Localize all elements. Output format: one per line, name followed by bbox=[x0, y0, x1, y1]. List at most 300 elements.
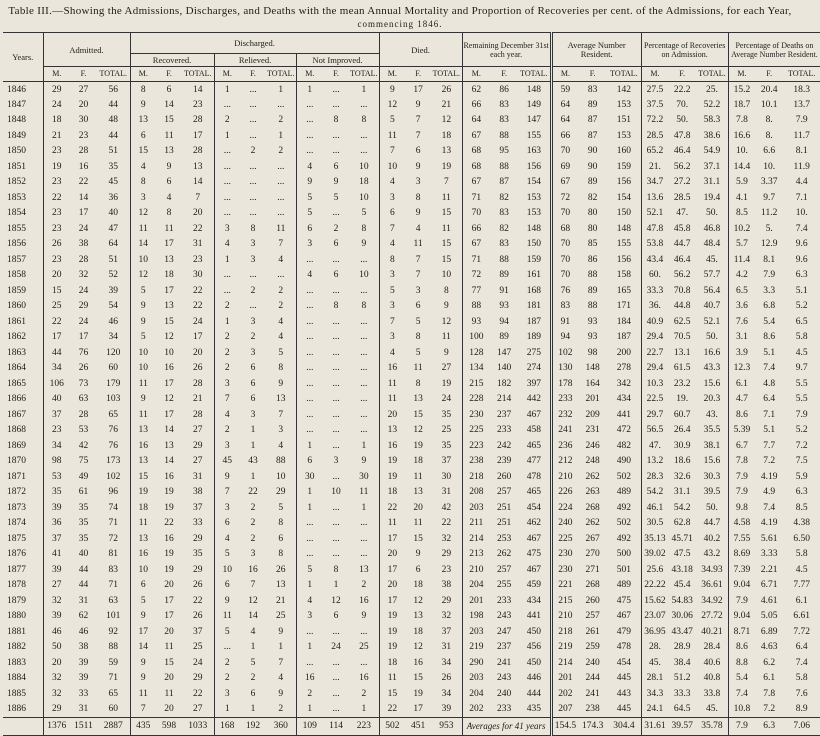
data-cell: 233 bbox=[551, 392, 578, 408]
subheader-f: F. bbox=[668, 67, 696, 82]
data-cell: 262 bbox=[496, 549, 512, 560]
table-row bbox=[3, 702, 820, 718]
data-cell: 3 bbox=[379, 299, 405, 315]
data-cell: 11 bbox=[413, 518, 423, 529]
data-cell: 72 bbox=[551, 190, 578, 206]
data-cell: 155 bbox=[526, 130, 541, 141]
total-cell: 360 bbox=[266, 717, 296, 735]
data-cell: ... bbox=[360, 347, 368, 358]
data-cell: 25.6 bbox=[641, 562, 668, 578]
data-cell: 30.5 bbox=[641, 516, 668, 532]
data-cell: 5 bbox=[333, 192, 339, 203]
data-cell: ... bbox=[332, 394, 340, 405]
data-cell: 17 bbox=[164, 285, 174, 296]
subheader-m: M. bbox=[641, 67, 668, 82]
data-cell: 2 bbox=[250, 518, 256, 529]
data-cell: ... bbox=[214, 159, 240, 175]
data-cell: 1 bbox=[361, 704, 367, 714]
data-cell: 7.4 bbox=[795, 223, 808, 234]
data-cell: 21. bbox=[641, 159, 668, 175]
data-cell: 3 bbox=[296, 609, 323, 625]
data-cell: 67 bbox=[462, 128, 490, 144]
data-cell: 17 bbox=[193, 130, 203, 141]
data-cell: 7.8 bbox=[728, 454, 755, 470]
data-cell: 8 bbox=[361, 223, 367, 234]
data-cell: 18 bbox=[43, 113, 70, 129]
data-cell: 6 bbox=[250, 363, 256, 374]
data-cell: 29.4 bbox=[641, 361, 668, 377]
data-cell: 6.3 bbox=[795, 487, 808, 498]
data-cell: 12.3 bbox=[728, 361, 755, 377]
data-cell: 70 bbox=[551, 206, 578, 222]
data-cell: ... bbox=[332, 440, 340, 451]
data-cell: 63 bbox=[108, 595, 119, 606]
total-cell: 35.78 bbox=[696, 717, 728, 735]
data-cell: 40.2 bbox=[703, 533, 721, 544]
data-cell: 31 bbox=[441, 487, 452, 498]
data-cell: 4.5 bbox=[795, 347, 808, 358]
data-cell: 88 bbox=[499, 161, 509, 172]
data-cell: 8.6 bbox=[763, 332, 776, 343]
data-cell: 88 bbox=[499, 130, 509, 141]
data-cell: ... bbox=[360, 549, 368, 560]
data-cell: 18 bbox=[359, 177, 369, 188]
data-cell: 9 bbox=[333, 177, 339, 188]
data-cell: 4 bbox=[250, 626, 256, 637]
data-cell: 6 bbox=[415, 564, 421, 575]
data-cell: 244 bbox=[585, 673, 600, 684]
data-cell: 16.6 bbox=[703, 347, 721, 358]
data-cell: 150 bbox=[616, 208, 632, 219]
data-cell: 83 bbox=[499, 208, 509, 219]
data-cell: 17 bbox=[43, 330, 70, 346]
data-cell: 7.7 bbox=[763, 440, 776, 451]
data-cell: 29.7 bbox=[641, 407, 668, 423]
data-cell: 29 bbox=[276, 487, 286, 498]
data-cell: 28.1 bbox=[641, 671, 668, 687]
data-cell: 10.1 bbox=[760, 99, 778, 110]
data-cell: 184 bbox=[616, 316, 632, 327]
data-cell: 30.06 bbox=[671, 611, 693, 622]
data-cell: ... bbox=[249, 301, 257, 312]
data-cell: 161 bbox=[526, 270, 541, 281]
data-cell: 19 bbox=[164, 549, 174, 560]
data-cell: 95 bbox=[499, 146, 509, 157]
data-cell: 24 bbox=[78, 316, 89, 327]
data-cell: 8 bbox=[250, 223, 256, 234]
table-row bbox=[3, 624, 820, 640]
header-remaining: Remaining December 31st each year. bbox=[462, 33, 551, 67]
data-cell: ... bbox=[296, 144, 323, 160]
data-cell: 87 bbox=[587, 130, 598, 141]
data-cell: 22 bbox=[193, 301, 203, 312]
data-cell: 89 bbox=[587, 99, 598, 110]
data-cell: 27.5 bbox=[641, 82, 668, 98]
data-cell: 1 bbox=[296, 640, 323, 656]
data-cell: 261 bbox=[585, 626, 600, 637]
data-cell: 17 bbox=[164, 239, 174, 250]
data-cell: 88 bbox=[587, 301, 598, 312]
data-cell: 45. bbox=[705, 704, 718, 714]
data-cell: 2 bbox=[214, 655, 240, 671]
data-cell: 201 bbox=[585, 394, 600, 405]
data-cell: 18.6 bbox=[673, 456, 691, 467]
data-cell: 1 bbox=[214, 314, 240, 330]
data-cell: 274 bbox=[526, 363, 541, 374]
data-cell: 11 bbox=[164, 130, 174, 141]
data-cell: 64 bbox=[551, 113, 578, 129]
data-cell: ... bbox=[296, 655, 323, 671]
data-cell: 5.5 bbox=[795, 394, 808, 405]
data-cell: 68 bbox=[462, 144, 490, 160]
data-cell: 445 bbox=[616, 673, 632, 684]
data-cell: 34 bbox=[441, 688, 452, 699]
data-cell: 20 bbox=[379, 407, 405, 423]
table-row bbox=[3, 593, 820, 609]
data-cell: 50. bbox=[705, 208, 718, 219]
data-cell: ... bbox=[249, 84, 257, 95]
data-cell: ... bbox=[360, 378, 368, 389]
data-cell: 89 bbox=[587, 285, 598, 296]
subheader-total: TOTAL. bbox=[518, 67, 551, 82]
data-cell: 52 bbox=[108, 270, 119, 281]
data-cell: 36.61 bbox=[701, 580, 723, 591]
data-cell: 29 bbox=[193, 533, 203, 544]
data-cell: 11 bbox=[379, 128, 405, 144]
data-cell: 241 bbox=[551, 423, 578, 439]
total-cell: 114 bbox=[323, 717, 349, 735]
data-cell: 5 bbox=[214, 547, 240, 563]
data-cell: 5 bbox=[296, 190, 323, 206]
data-cell: 14 bbox=[130, 640, 156, 656]
data-cell: 238 bbox=[462, 454, 490, 470]
header-discharged: Discharged. bbox=[130, 33, 379, 54]
data-cell: 2 bbox=[278, 115, 284, 126]
data-cell: 13 bbox=[276, 394, 286, 405]
data-cell: 89 bbox=[587, 177, 598, 188]
data-cell: 31 bbox=[193, 239, 203, 250]
data-cell: 5 bbox=[130, 593, 156, 609]
data-cell: 19 bbox=[441, 161, 452, 172]
data-cell: 11 bbox=[379, 392, 405, 408]
data-cell: 19.4 bbox=[703, 192, 721, 203]
data-cell: 10 bbox=[130, 562, 156, 578]
data-cell: 6 bbox=[379, 206, 405, 222]
data-cell: 10 bbox=[441, 270, 452, 281]
data-cell: 23 bbox=[193, 99, 203, 110]
data-cell: ... bbox=[277, 177, 285, 188]
data-cell: 19 bbox=[379, 609, 405, 625]
data-cell: 61 bbox=[78, 487, 89, 498]
data-cell: 68 bbox=[551, 221, 578, 237]
data-cell: 262 bbox=[585, 471, 600, 482]
data-cell: 29 bbox=[78, 301, 89, 312]
data-cell: 1 bbox=[214, 128, 240, 144]
data-cell: 8 bbox=[361, 301, 367, 312]
data-cell: 4.1 bbox=[728, 190, 755, 206]
data-cell: 22 bbox=[193, 688, 203, 699]
data-cell: 12 bbox=[248, 595, 258, 606]
data-cell: 6.1 bbox=[728, 376, 755, 392]
data-cell: 15 bbox=[441, 254, 452, 265]
data-cell: 4.8 bbox=[763, 378, 776, 389]
data-cell: 18 bbox=[413, 626, 423, 637]
data-cell: 7 bbox=[415, 270, 421, 281]
data-cell: 10 bbox=[130, 361, 156, 377]
data-cell: 472 bbox=[616, 425, 632, 436]
data-cell: 8 bbox=[278, 518, 284, 529]
table-row bbox=[3, 423, 820, 439]
data-cell: ... bbox=[332, 130, 340, 141]
data-cell: 8 bbox=[333, 564, 339, 575]
data-cell: ... bbox=[296, 407, 323, 423]
data-cell: 39 bbox=[43, 500, 70, 516]
data-cell: ... bbox=[332, 704, 340, 714]
data-cell: 490 bbox=[616, 456, 632, 467]
data-cell: 17 bbox=[130, 624, 156, 640]
data-cell: 134 bbox=[462, 361, 490, 377]
data-cell: 158 bbox=[616, 270, 632, 281]
data-cell: 11 bbox=[413, 471, 423, 482]
data-cell: 72 bbox=[108, 533, 119, 544]
header-average: Average Number Resident. bbox=[551, 33, 641, 67]
data-cell: 467 bbox=[526, 533, 541, 544]
year-cell: 1850 bbox=[7, 146, 26, 157]
data-cell: ... bbox=[296, 283, 323, 299]
data-cell: 11 bbox=[214, 609, 240, 625]
data-cell: 37.1 bbox=[703, 161, 721, 172]
data-cell: 8.9 bbox=[795, 704, 808, 714]
data-cell: 9.6 bbox=[795, 239, 808, 250]
data-cell: 11.2 bbox=[761, 208, 778, 219]
data-cell: 1 bbox=[250, 642, 256, 653]
data-cell: ... bbox=[249, 177, 257, 188]
data-cell: 40 bbox=[108, 208, 119, 219]
data-cell: 445 bbox=[616, 704, 632, 714]
data-cell: 187 bbox=[616, 332, 632, 343]
data-cell: 30.3 bbox=[703, 471, 721, 482]
data-cell: 64 bbox=[108, 239, 119, 250]
data-cell: 7.39 bbox=[728, 562, 755, 578]
data-cell: 35 bbox=[441, 409, 452, 420]
header-pct-recoveries: Percentage of Recoveries on Admission. bbox=[641, 33, 728, 67]
data-cell: 27 bbox=[43, 578, 70, 594]
data-cell: ... bbox=[277, 208, 285, 219]
data-cell: 27.72 bbox=[701, 611, 723, 622]
data-cell: 22 bbox=[164, 518, 174, 529]
data-cell: 24 bbox=[193, 316, 203, 327]
table-subtitle: commencing 1846. bbox=[357, 19, 443, 29]
data-cell: 233 bbox=[496, 595, 512, 606]
data-cell: 51.2 bbox=[673, 673, 691, 684]
data-cell: 70 bbox=[551, 268, 578, 284]
data-cell: 28.5 bbox=[641, 128, 668, 144]
data-cell: 257 bbox=[496, 564, 512, 575]
data-cell: 130 bbox=[551, 361, 578, 377]
data-cell: 39.02 bbox=[641, 547, 668, 563]
data-cell: 240 bbox=[585, 657, 600, 668]
total-cell: 2887 bbox=[97, 717, 130, 735]
data-cell: 94 bbox=[551, 330, 578, 346]
data-cell: 20 bbox=[193, 208, 203, 219]
data-cell: 5.1 bbox=[763, 347, 776, 358]
data-cell: 3.9 bbox=[728, 345, 755, 361]
year-cell: 1883 bbox=[7, 657, 26, 668]
data-cell: 76 bbox=[551, 283, 578, 299]
data-cell: 6 bbox=[278, 533, 284, 544]
data-cell: 52.1 bbox=[641, 206, 668, 222]
data-cell: 19 bbox=[164, 564, 174, 575]
data-cell: 26 bbox=[193, 611, 203, 622]
data-cell: 17 bbox=[413, 84, 423, 95]
data-cell: 71 bbox=[462, 252, 490, 268]
total-cell: 1033 bbox=[182, 717, 214, 735]
data-cell: 13 bbox=[413, 487, 423, 498]
data-cell: 10 bbox=[359, 161, 369, 172]
data-cell: 70.8 bbox=[673, 285, 691, 296]
data-cell: 83 bbox=[499, 115, 509, 126]
subheader-m: M. bbox=[379, 67, 405, 82]
data-cell: 12 bbox=[413, 642, 423, 653]
data-cell: 50 bbox=[43, 640, 70, 656]
data-cell: 236 bbox=[551, 438, 578, 454]
header-pct-deaths: Percentage of Deaths on Average Number Resident. bbox=[728, 33, 820, 67]
data-cell: 159 bbox=[526, 254, 541, 265]
year-cell: 1865 bbox=[7, 378, 26, 389]
table-row bbox=[3, 190, 820, 206]
data-cell: 27 bbox=[193, 704, 203, 714]
data-cell: 13 bbox=[379, 423, 405, 439]
data-cell: 7.4 bbox=[763, 502, 776, 513]
data-cell: 53 bbox=[43, 469, 70, 485]
data-cell: 22.22 bbox=[641, 578, 668, 594]
data-cell: 82 bbox=[499, 223, 509, 234]
data-cell: 35 bbox=[78, 533, 89, 544]
data-cell: 6 bbox=[415, 146, 421, 157]
data-cell: 290 bbox=[462, 655, 490, 671]
data-cell: 35 bbox=[441, 440, 452, 451]
data-cell: 18 bbox=[379, 485, 405, 501]
data-cell: 90 bbox=[587, 161, 598, 172]
data-cell: 28 bbox=[78, 146, 89, 157]
data-cell: 5.4 bbox=[728, 671, 755, 687]
data-cell: 13 bbox=[164, 440, 174, 451]
data-cell: 1 bbox=[278, 130, 284, 141]
data-cell: 202 bbox=[462, 702, 490, 718]
data-cell: 7 bbox=[250, 580, 256, 591]
year-cell: 1886 bbox=[7, 704, 26, 714]
data-cell: 120 bbox=[106, 347, 121, 358]
data-cell: 54.2 bbox=[673, 502, 691, 513]
data-cell: 4 bbox=[296, 593, 323, 609]
data-cell: 454 bbox=[616, 657, 632, 668]
data-cell: 13 bbox=[130, 454, 156, 470]
data-cell: 46.4 bbox=[673, 254, 691, 265]
data-cell: 171 bbox=[616, 301, 632, 312]
data-cell: 156 bbox=[616, 254, 632, 265]
total-cell: 1376 bbox=[43, 717, 70, 735]
data-cell: 6 bbox=[130, 578, 156, 594]
data-cell: 83 bbox=[499, 99, 509, 110]
data-cell: 94 bbox=[499, 316, 509, 327]
data-cell: 29 bbox=[441, 595, 452, 606]
data-cell: 11 bbox=[413, 239, 423, 250]
data-cell: 32 bbox=[43, 593, 70, 609]
data-cell: 92 bbox=[108, 626, 119, 637]
data-cell: 5 bbox=[296, 562, 323, 578]
total-cell: 31.61 bbox=[641, 717, 668, 735]
data-cell: 93 bbox=[587, 316, 598, 327]
data-cell: 40.7 bbox=[703, 301, 721, 312]
data-cell: 4 bbox=[214, 407, 240, 423]
subheader-m: M. bbox=[462, 67, 490, 82]
data-cell: 16 bbox=[164, 363, 174, 374]
data-cell: 475 bbox=[616, 595, 632, 606]
data-cell: 4 bbox=[166, 192, 172, 203]
subheader-f: F. bbox=[405, 67, 431, 82]
data-cell: 454 bbox=[526, 502, 541, 513]
data-cell: 6 bbox=[130, 128, 156, 144]
data-cell: 7.2 bbox=[763, 704, 776, 714]
data-cell: 212 bbox=[551, 454, 578, 470]
data-cell: 9.8 bbox=[728, 500, 755, 516]
data-cell: 22.2 bbox=[673, 84, 691, 95]
data-cell: 11.4 bbox=[728, 252, 755, 268]
data-cell: 13 bbox=[413, 611, 423, 622]
data-cell: 39 bbox=[108, 285, 119, 296]
data-cell: 5 bbox=[379, 113, 405, 129]
data-cell: 21 bbox=[193, 394, 203, 405]
data-cell: ... bbox=[332, 316, 340, 327]
year-cell: 1853 bbox=[7, 192, 26, 203]
data-cell: 1 bbox=[361, 440, 367, 451]
data-cell: 31 bbox=[441, 642, 452, 653]
data-cell: 71 bbox=[108, 580, 119, 591]
data-cell: 38 bbox=[441, 580, 452, 591]
data-cell: 4 bbox=[296, 268, 323, 284]
data-cell: 6 bbox=[166, 177, 172, 188]
data-cell: 7.4 bbox=[763, 363, 776, 374]
data-cell: 50. bbox=[705, 332, 718, 343]
data-cell: 6 bbox=[296, 221, 323, 237]
data-cell: 8 bbox=[278, 363, 284, 374]
data-cell: 60. bbox=[641, 268, 668, 284]
data-cell: 9 bbox=[130, 314, 156, 330]
data-cell: ... bbox=[296, 345, 323, 361]
data-cell: 246 bbox=[585, 440, 600, 451]
data-cell: 3 bbox=[214, 686, 240, 702]
data-cell: 147 bbox=[496, 347, 512, 358]
data-cell: 106 bbox=[43, 376, 70, 392]
data-cell: 14.4 bbox=[728, 159, 755, 175]
data-cell: 25 bbox=[193, 642, 203, 653]
data-cell: 28 bbox=[193, 115, 203, 126]
data-cell: 6.89 bbox=[760, 626, 778, 637]
data-cell: 77 bbox=[462, 283, 490, 299]
data-cell: 8 bbox=[333, 115, 339, 126]
data-cell: 2 bbox=[250, 533, 256, 544]
data-cell: 2 bbox=[296, 686, 323, 702]
data-cell: 7.1 bbox=[795, 192, 808, 203]
data-cell: 5 bbox=[214, 624, 240, 640]
data-cell: 3 bbox=[415, 177, 421, 188]
data-cell: 23 bbox=[43, 175, 70, 191]
data-cell: 6 bbox=[333, 161, 339, 172]
data-cell: 37 bbox=[43, 407, 70, 423]
data-cell: ... bbox=[296, 314, 323, 330]
data-cell: 9.6 bbox=[795, 254, 808, 265]
table-row bbox=[3, 159, 820, 175]
